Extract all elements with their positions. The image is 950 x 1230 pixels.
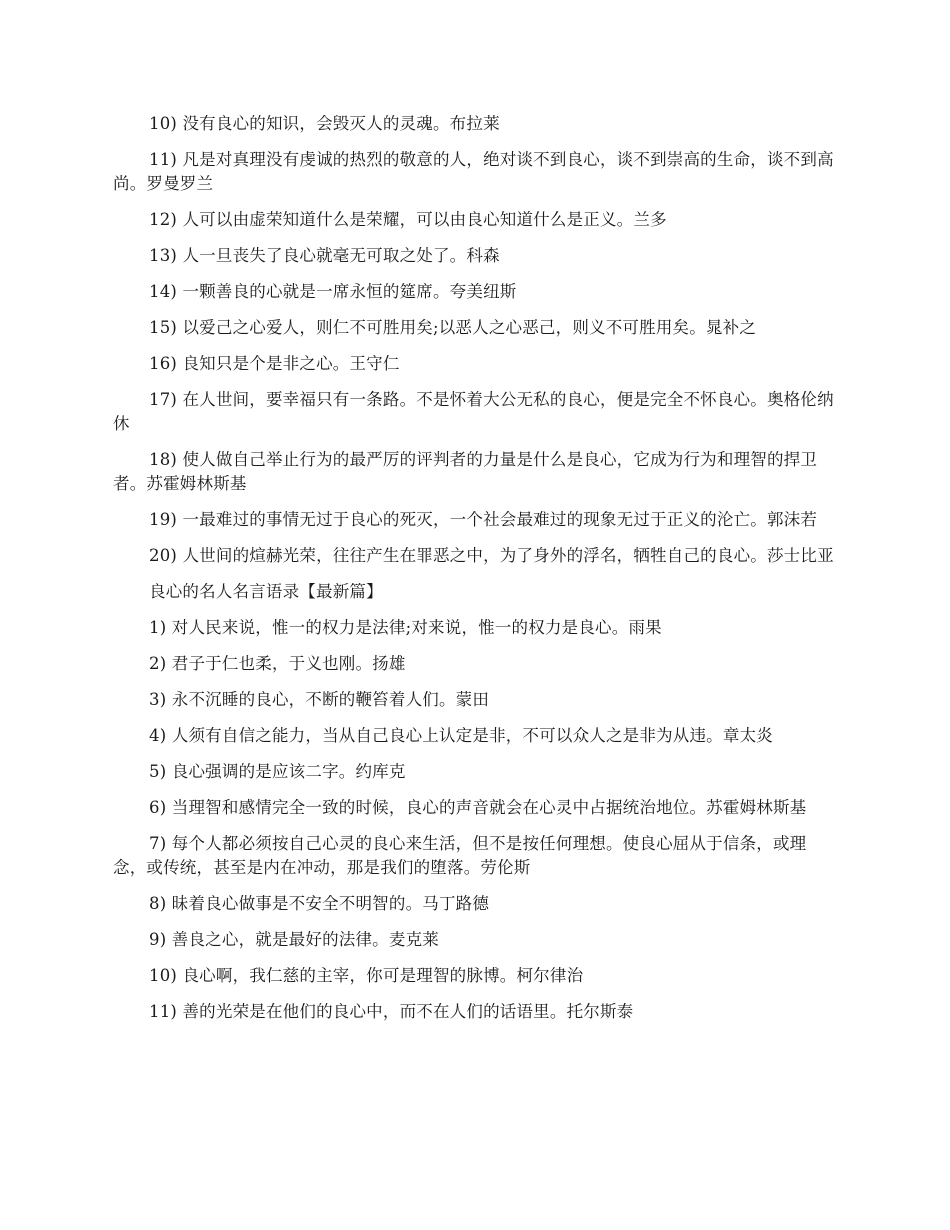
quote-paragraph: 4) 人须有自信之能力，当从自己良心上认定是非，不可以众人之是非为从违。章太炎 — [149, 726, 773, 745]
quote-paragraph: 11) 善的光荣是在他们的良心中，而不在人们的话语里。托尔斯泰 — [149, 1002, 634, 1021]
quote-paragraph: 17) 在人世间，要幸福只有一条路。不是怀着大公无私的良心，便是完全不怀良心。奥格伦纳休 — [113, 390, 834, 433]
quote-paragraph: 10) 没有良心的知识，会毁灭人的灵魂。布拉莱 — [149, 114, 500, 133]
quote-paragraph: 19) 一最难过的事情无过于良心的死灭，一个社会最难过的现象无过于正义的沦亡。郭沫若 — [149, 510, 818, 529]
quote-paragraph: 11) 凡是对真理没有虔诚的热烈的敬意的人，绝对谈不到良心，谈不到崇高的生命，谈不到高尚。罗曼罗兰 — [113, 150, 834, 193]
document-body — [113, 112, 838, 1036]
quote-paragraph: 18) 使人做自己举止行为的最严厉的评判者的力量是什么是良心，它成为行为和理智的捍卫者。苏霍姆林斯基 — [113, 450, 818, 493]
quote-paragraph: 5) 良心强调的是应该二字。约库克 — [149, 762, 406, 781]
quote-paragraph: 1) 对人民来说，惟一的权力是法律;对来说，惟一的权力是良心。雨果 — [149, 618, 662, 637]
quote-paragraph: 6) 当理智和感情完全一致的时候，良心的声音就会在心灵中占据统治地位。苏霍姆林斯基 — [149, 798, 807, 817]
quote-paragraph: 10) 良心啊，我仁慈的主宰，你可是理智的脉博。柯尔律治 — [149, 966, 584, 985]
quote-paragraph: 15) 以爱己之心爱人，则仁不可胜用矣;以恶人之心恶己，则义不可胜用矣。晁补之 — [149, 318, 757, 337]
quote-paragraph: 12) 人可以由虚荣知道什么是荣耀，可以由良心知道什么是正义。兰多 — [149, 210, 667, 229]
quote-paragraph: 14) 一颗善良的心就是一席永恒的筵席。夸美纽斯 — [149, 282, 517, 301]
quote-paragraph: 8) 昧着良心做事是不安全不明智的。马丁路德 — [149, 894, 490, 913]
section-heading: 良心的名人名言语录【最新篇】 — [149, 582, 383, 601]
quote-paragraph: 13) 人一旦丧失了良心就毫无可取之处了。科森 — [149, 246, 500, 265]
quote-paragraph: 7) 每个人都必须按自己心灵的良心来生活，但不是按任何理想。使良心屈从于信条，或理念，或传统，甚至是内在冲动，那是我们的堕落。劳伦斯 — [113, 834, 807, 877]
quote-paragraph: 16) 良知只是个是非之心。王守仁 — [149, 354, 400, 373]
quote-paragraph: 20) 人世间的煊赫光荣，往往产生在罪恶之中，为了身外的浮名，牺牲自己的良心。莎士比亚 — [149, 546, 834, 565]
quote-paragraph: 2) 君子于仁也柔，于义也刚。扬雄 — [149, 654, 406, 673]
quote-paragraph: 3) 永不沉睡的良心，不断的鞭笞着人们。蒙田 — [149, 690, 490, 709]
quote-paragraph: 9) 善良之心，就是最好的法律。麦克莱 — [149, 930, 439, 949]
